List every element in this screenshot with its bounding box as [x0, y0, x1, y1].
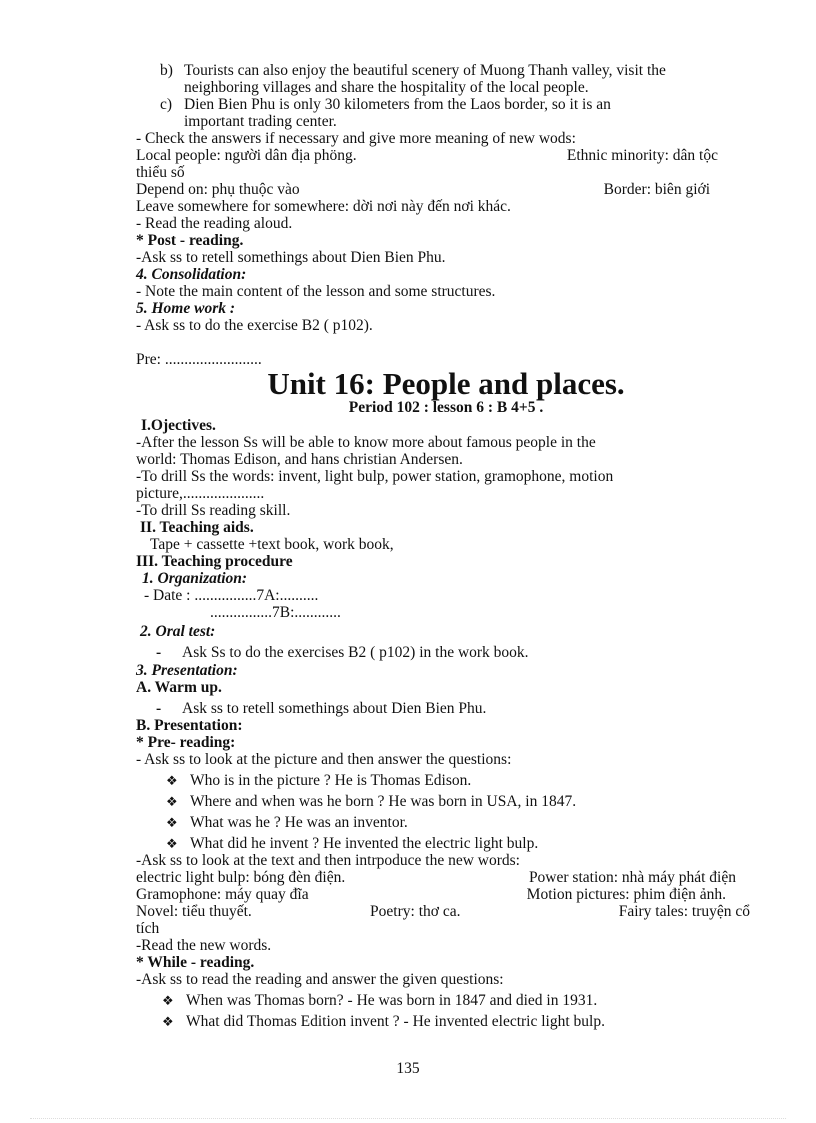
objectives-line-4: picture,.....................	[136, 485, 265, 502]
page-body	[136, 62, 766, 1030]
question-1	[136, 772, 766, 789]
word-electric-light-bulp: electric light bulp: bóng đèn điện.	[136, 869, 346, 886]
while-reading-instruction: -Ask ss to read the reading and answer the given questions:	[136, 971, 504, 988]
page-number: 135	[396, 1060, 420, 1077]
diamond-bullet-icon: ❖	[166, 836, 178, 851]
answer-c-line1	[136, 96, 766, 113]
while-question-1-text: When was Thomas born? - He was born in 1847 and died in 1931.	[186, 992, 598, 1009]
diamond-bullet-icon: ❖	[162, 1014, 174, 1029]
post-reading-text: -Ask ss to retell somethings about Dien Bien Phu.	[136, 249, 446, 266]
b-presentation-heading: B. Presentation:	[136, 717, 243, 734]
oral-test-item	[136, 644, 766, 661]
while-reading-heading: * While - reading.	[136, 954, 255, 971]
date-line-7b: ................7B:............	[210, 604, 341, 621]
answer-b-label: b)	[160, 62, 173, 79]
objectives-line-5: -To drill Ss reading skill.	[136, 502, 291, 519]
question-2-text: Where and when was he born ? He was born in USA, in 1847.	[190, 793, 577, 810]
homework-text: - Ask ss to do the exercise B2 ( p102).	[136, 317, 373, 334]
answer-c-line2: important trading center.	[184, 113, 337, 130]
objectives-line-1: -After the lesson Ss will be able to know more about famous people in the	[136, 434, 596, 451]
diamond-bullet-icon: ❖	[166, 773, 178, 788]
read-new-words: -Read the new words.	[136, 937, 272, 954]
answer-b-line1	[136, 62, 766, 79]
bullet-dash: -	[156, 700, 162, 717]
while-question-2	[136, 1013, 766, 1030]
answer-c-label: c)	[160, 96, 173, 113]
answer-b-text: Tourists can also enjoy the beautiful scenery of Muong Thanh valley, visit the	[184, 62, 666, 79]
answer-c-text: Dien Bien Phu is only 30 kilometers from the Laos border, so it is an	[184, 96, 611, 113]
aids-text: Tape + cassette +text book, work book,	[150, 536, 394, 553]
aids-heading: II. Teaching aids.	[140, 519, 254, 536]
question-3-text: What was he ? He was an inventor.	[190, 814, 408, 831]
vocab-ethnic-minority: Ethnic minority: dân tộc	[566, 147, 718, 164]
while-question-1	[136, 992, 766, 1009]
vocab-row-1-cont: thiểu số	[136, 164, 185, 181]
text-instruction: -Ask ss to look at the text and then intrpoduce the new words:	[136, 852, 520, 869]
question-4	[136, 835, 766, 852]
question-4-text: What did he invent ? He invented the electric light bulp.	[190, 835, 539, 852]
consolidation-heading: 4. Consolidation:	[136, 266, 247, 283]
new-words-row-2	[136, 886, 750, 903]
warm-up-heading: A. Warm up.	[136, 679, 222, 696]
consolidation-text: - Note the main content of the lesson and some structures.	[136, 283, 496, 300]
diamond-bullet-icon: ❖	[166, 815, 178, 830]
word-power-station: Power station: nhà máy phát điện	[528, 869, 736, 886]
presentation-heading: 3. Presentation:	[136, 662, 238, 679]
word-novel: Novel: tiểu thuyết.	[136, 903, 252, 920]
question-1-text: Who is in the picture ? He is Thomas Edison.	[190, 772, 472, 789]
warm-up-item	[136, 700, 766, 717]
new-words-row-3	[136, 903, 750, 920]
post-reading-heading: * Post - reading.	[136, 232, 244, 249]
bottom-divider	[30, 1118, 786, 1119]
answer-b-line2: neighboring villages and share the hospitality of the local people.	[184, 79, 589, 96]
new-words-row-1	[136, 869, 750, 886]
vocab-border: Border: biên giới	[603, 181, 710, 198]
procedure-heading: III. Teaching procedure	[136, 553, 293, 570]
while-question-2-text: What did Thomas Edition invent ? - He invented electric light bulp.	[186, 1013, 605, 1030]
objectives-line-2: world: Thomas Edison, and hans christian Andersen.	[136, 451, 463, 468]
oral-test-heading: 2. Oral test:	[140, 623, 216, 640]
word-poetry: Poetry: thơ ca.	[370, 903, 461, 920]
organization-heading: 1. Organization:	[142, 570, 248, 587]
pre-reading-heading: * Pre- reading:	[136, 734, 236, 751]
homework-heading: 5. Home work :	[136, 300, 236, 317]
vocab-local-people: Local people: người dân địa phöng.	[136, 147, 357, 164]
new-words-row-3-cont: tích	[136, 920, 160, 937]
pre-line: Pre: .........................	[136, 351, 262, 368]
word-gramophone: Gramophone: máy quay đĩa	[136, 886, 309, 903]
unit-title: Unit 16: People and places.	[267, 366, 625, 401]
question-3	[136, 814, 766, 831]
objectives-heading: I.Ojectives.	[141, 417, 216, 434]
vocab-row-3: Leave somewhere for somewhere: dời nơi này đến nơi khác.	[136, 198, 511, 215]
vocab-depend-on: Depend on: phụ thuộc vào	[136, 181, 300, 198]
question-2	[136, 793, 766, 810]
objectives-line-3: -To drill Ss the words: invent, light bulp, power station, gramophone, motion	[136, 468, 614, 485]
diamond-bullet-icon: ❖	[166, 794, 178, 809]
word-fairy-tales: Fairy tales: truyện cổ	[618, 903, 750, 920]
oral-test-text: Ask Ss to do the exercises B2 ( p102) in the work book.	[182, 644, 529, 661]
read-aloud: - Read the reading aloud.	[136, 215, 293, 232]
date-line-7a: - Date : ................7A:..........	[144, 587, 319, 604]
pre-reading-instruction: - Ask ss to look at the picture and then answer the questions:	[136, 751, 512, 768]
vocab-row-1	[136, 147, 736, 164]
word-motion-pictures: Motion pictures: phim điện ảnh.	[526, 886, 726, 903]
vocab-row-2	[136, 181, 736, 198]
period-subtitle: Period 102 : lesson 6 : B 4+5 .	[348, 399, 544, 416]
bullet-dash: -	[156, 644, 162, 661]
check-answers: - Check the answers if necessary and give more meaning of new wods:	[136, 130, 576, 147]
warm-up-text: Ask ss to retell somethings about Dien Bien Phu.	[182, 700, 487, 717]
diamond-bullet-icon: ❖	[162, 993, 174, 1008]
